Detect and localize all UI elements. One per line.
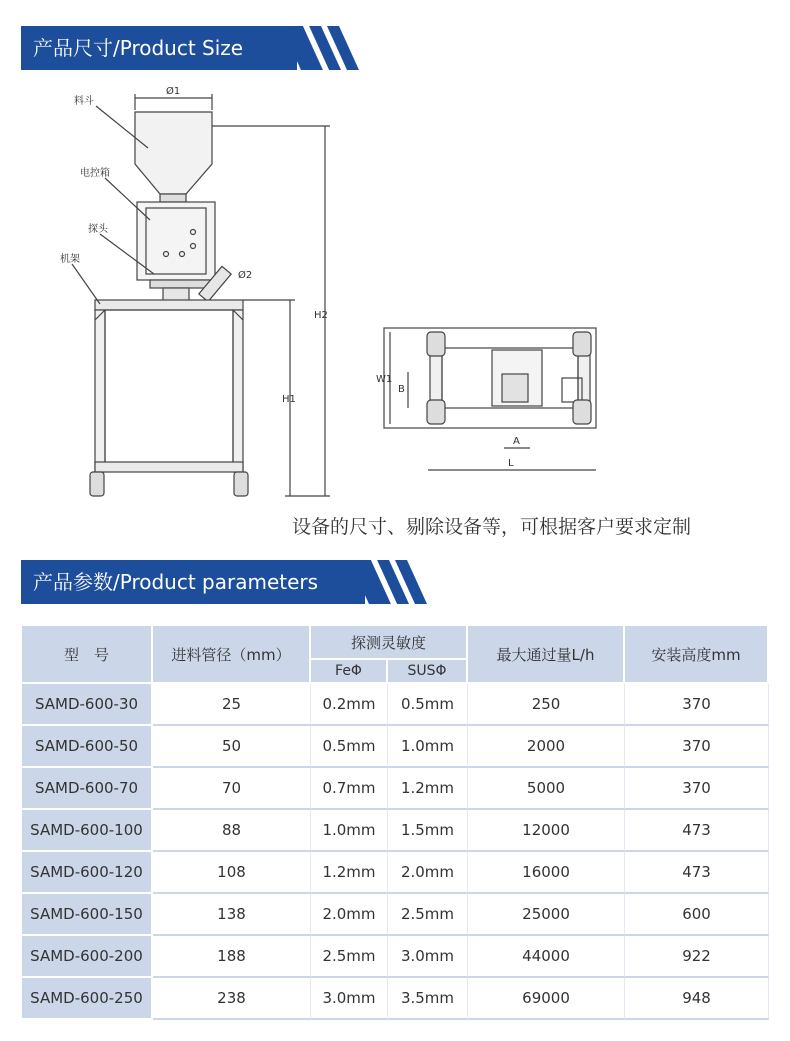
cell-fe: 0.7mm xyxy=(311,768,388,810)
section-title-size: 产品尺寸/Product Size xyxy=(21,26,297,70)
cell-flow: 44000 xyxy=(468,936,625,978)
header-model: 型 号 xyxy=(22,626,153,684)
label-probe: 探头 xyxy=(88,224,108,235)
cell-sus: 2.5mm xyxy=(388,894,468,936)
cell-sus: 1.0mm xyxy=(388,726,468,768)
table-row xyxy=(22,852,769,894)
cell-fe: 1.2mm xyxy=(311,852,388,894)
cell-fe: 0.2mm xyxy=(311,684,388,726)
cell-sus: 3.5mm xyxy=(388,978,468,1020)
cell-height: 370 xyxy=(625,768,769,810)
table-row xyxy=(22,894,769,936)
dim-d1: Ø1 xyxy=(166,86,181,97)
dim-l: L xyxy=(508,458,514,469)
section-header-size xyxy=(21,26,361,70)
cell-model: SAMD-600-100 xyxy=(22,810,153,852)
cell-pipe: 238 xyxy=(153,978,311,1020)
cell-height: 370 xyxy=(625,726,769,768)
cell-flow: 12000 xyxy=(468,810,625,852)
cell-pipe: 88 xyxy=(153,810,311,852)
cell-model: SAMD-600-30 xyxy=(22,684,153,726)
table-row xyxy=(22,768,769,810)
hopper-shape xyxy=(135,112,212,194)
cell-sus: 2.0mm xyxy=(388,852,468,894)
table-row xyxy=(22,684,769,726)
cell-height: 370 xyxy=(625,684,769,726)
dim-d2: Ø2 xyxy=(238,270,253,281)
header-pipe: 进料管径（mm） xyxy=(153,626,311,684)
cell-flow: 69000 xyxy=(468,978,625,1020)
dim-w1: W1 xyxy=(376,374,393,385)
table-row xyxy=(22,978,769,1020)
cell-flow: 25000 xyxy=(468,894,625,936)
control-box-shape xyxy=(137,202,215,280)
cell-model: SAMD-600-250 xyxy=(22,978,153,1020)
cell-model: SAMD-600-50 xyxy=(22,726,153,768)
product-size-drawing xyxy=(0,82,790,512)
cell-fe: 0.5mm xyxy=(311,726,388,768)
cell-height: 948 xyxy=(625,978,769,1020)
cell-model: SAMD-600-200 xyxy=(22,936,153,978)
cell-pipe: 25 xyxy=(153,684,311,726)
cell-flow: 250 xyxy=(468,684,625,726)
cell-flow: 16000 xyxy=(468,852,625,894)
cell-height: 600 xyxy=(625,894,769,936)
cell-height: 473 xyxy=(625,810,769,852)
cell-model: SAMD-600-150 xyxy=(22,894,153,936)
table-row xyxy=(22,726,769,768)
dim-h2: H2 xyxy=(314,310,328,321)
header-fe: FeΦ xyxy=(311,660,388,684)
dim-b: B xyxy=(398,384,405,395)
cell-fe: 1.0mm xyxy=(311,810,388,852)
stripes-decoration xyxy=(349,560,429,604)
section-title-params: 产品参数/Product parameters xyxy=(21,560,365,604)
cell-height: 473 xyxy=(625,852,769,894)
header-sus: SUSΦ xyxy=(388,660,468,684)
cell-pipe: 70 xyxy=(153,768,311,810)
cell-model: SAMD-600-70 xyxy=(22,768,153,810)
header-sensitivity: 探测灵敏度 xyxy=(311,626,468,660)
table-row xyxy=(22,810,769,852)
cell-model: SAMD-600-120 xyxy=(22,852,153,894)
cell-sus: 0.5mm xyxy=(388,684,468,726)
dim-h1: H1 xyxy=(282,394,296,405)
cell-sus: 3.0mm xyxy=(388,936,468,978)
customization-caption: 设备的尺寸、剔除设备等，可根据客户要求定制 xyxy=(292,516,692,538)
cell-sus: 1.5mm xyxy=(388,810,468,852)
dim-a: A xyxy=(513,436,520,447)
cell-pipe: 50 xyxy=(153,726,311,768)
cell-flow: 2000 xyxy=(468,726,625,768)
label-hopper: 料斗 xyxy=(74,96,94,107)
frame-shape xyxy=(95,300,243,310)
label-frame: 机架 xyxy=(60,254,80,265)
cell-sus: 1.2mm xyxy=(388,768,468,810)
header-height: 安装高度mm xyxy=(625,626,769,684)
section-header-params xyxy=(21,560,431,604)
cell-pipe: 108 xyxy=(153,852,311,894)
label-control-box: 电控箱 xyxy=(80,168,110,179)
cell-fe: 2.0mm xyxy=(311,894,388,936)
stripes-decoration xyxy=(281,26,361,70)
parameters-table xyxy=(22,626,769,1020)
cell-pipe: 138 xyxy=(153,894,311,936)
cell-fe: 2.5mm xyxy=(311,936,388,978)
header-flow: 最大通过量L/h xyxy=(468,626,625,684)
cell-fe: 3.0mm xyxy=(311,978,388,1020)
table-row xyxy=(22,936,769,978)
cell-pipe: 188 xyxy=(153,936,311,978)
cell-height: 922 xyxy=(625,936,769,978)
cell-flow: 5000 xyxy=(468,768,625,810)
